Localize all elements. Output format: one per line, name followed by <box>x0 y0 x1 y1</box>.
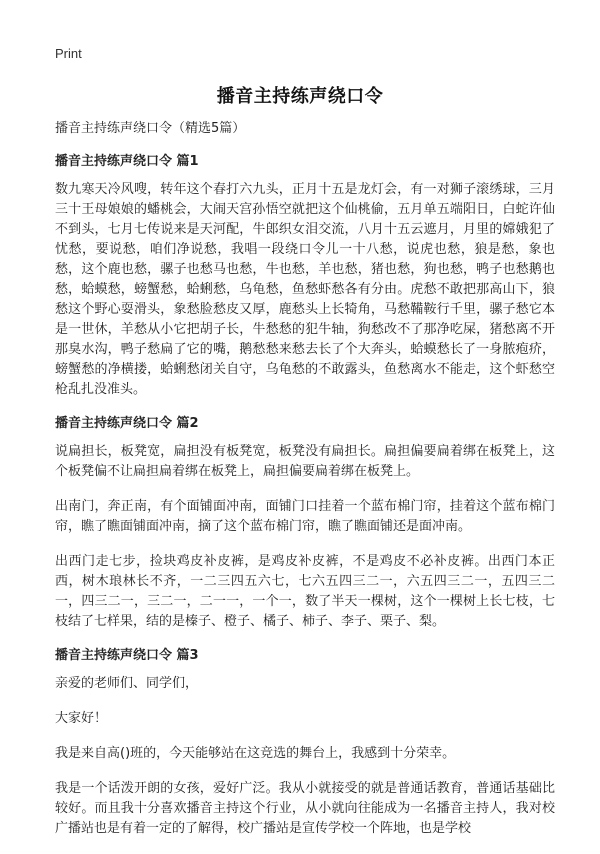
section-2-paragraph-2: 出南门，奔正南，有个面铺面冲南，面铺门口挂着一个蓝布棉门帘，挂着这个蓝布棉门帘，瞧了瞧面铺面冲南，摘了这个蓝布棉门帘，瞧了瞧面铺还是面冲南。 <box>55 499 555 534</box>
section-3-paragraph-2: 大家好！ <box>55 711 108 726</box>
document-subtitle: 播音主持练声绕口令（精选5篇） <box>55 121 246 136</box>
page-title: 播音主持练声绕口令 <box>216 86 384 107</box>
section-1-paragraph-1: 数九寒天冷风嗖，转年这个春打六九头，正月十五是龙灯会，有一对狮子滚绣球，三月三十王母娘娘的蟠桃会，大闹天宫孙悟空就把这个仙桃偷，五月单五端阳日，白蛇许仙不到头，七月七传说来是天河配，牛郎织女泪交流，八月十五云遮月，月里的嫦娥犯了忧愁，要说愁，咱们净说愁，我唱一段绕口令儿一十八愁，说虎也愁，狼是愁，象也愁，这个鹿也愁，骡子也愁马也愁，牛也愁，羊也愁，猪也愁，狗也愁，鸭子也愁鹅也愁，蛤蟆愁，螃蟹愁，蛤蜊愁，乌龟愁，鱼愁虾愁各有分由。虎愁不敢把那高山下，狼愁这个野心耍滑头，象愁脸愁皮又厚，鹿愁头上长犄角，马愁鞴鞍行千里，骡子愁它本是一世休，羊愁从小它把胡子长，牛愁愁的犯牛轴，狗愁改不了那净吃屎，猪愁离不开那臭水沟，鸭子愁扁了它的嘴，鹅愁愁来愁去长了个大奔头，蛤蟆愁长了一身脓疱疥，螃蟹愁的净横搂，蛤蜊愁闭关自守，乌龟愁的不敢露头，鱼愁离水不能走，这个虾愁空枪乱扎没准头。 <box>55 182 555 397</box>
section-3-paragraph-4: 我是一个话泼开朗的女孩，爱好广泛。我从小就接受的就是普通话教育，普通话基础比较好。而且我十分喜欢播音主持这个行业，从小就向往能成为一名播音主持人，我对校广播站也是有着一定的了解得，校广播站是宣传学校一个阵地，也是学校 <box>55 781 555 836</box>
section-heading-2: 播音主持练声绕口令 篇2 <box>55 416 199 431</box>
section-heading-3: 播音主持练声绕口令 篇3 <box>55 648 199 663</box>
document-body <box>55 120 555 854</box>
section-3-paragraph-3: 我是来自高()班的，今天能够站在这竞选的舞台上，我感到十分荣幸。 <box>55 746 456 761</box>
print-link[interactable]: Print <box>55 46 82 61</box>
section-3-paragraph-1: 亲爱的老师们、同学们， <box>55 676 199 691</box>
section-heading-1: 播音主持练声绕口令 篇1 <box>55 154 199 169</box>
section-2-paragraph-1: 说扁担长，板凳宽，扁担没有板凳宽，板凳没有扁担长。扁担偏要扁着绑在板凳上，这个板凳偏不让扁担扁着绑在板凳上，扁担偏要扁着绑在板凳上。 <box>55 444 555 479</box>
section-2-paragraph-3: 出西门走七步，捡块鸡皮补皮裤，是鸡皮补皮裤，不是鸡皮不必补皮裤。出西门本正西，树木琅林长不齐，一二三四五六七，七六五四三二一，六五四三二一，五四三二一，四三二一，三二一，二一一，一个一，数了半天一棵树，这个一棵树上长七枝，七枝结了七样果，结的是榛子、橙子、橘子、柿子、李子、栗子、梨。 <box>55 554 555 629</box>
